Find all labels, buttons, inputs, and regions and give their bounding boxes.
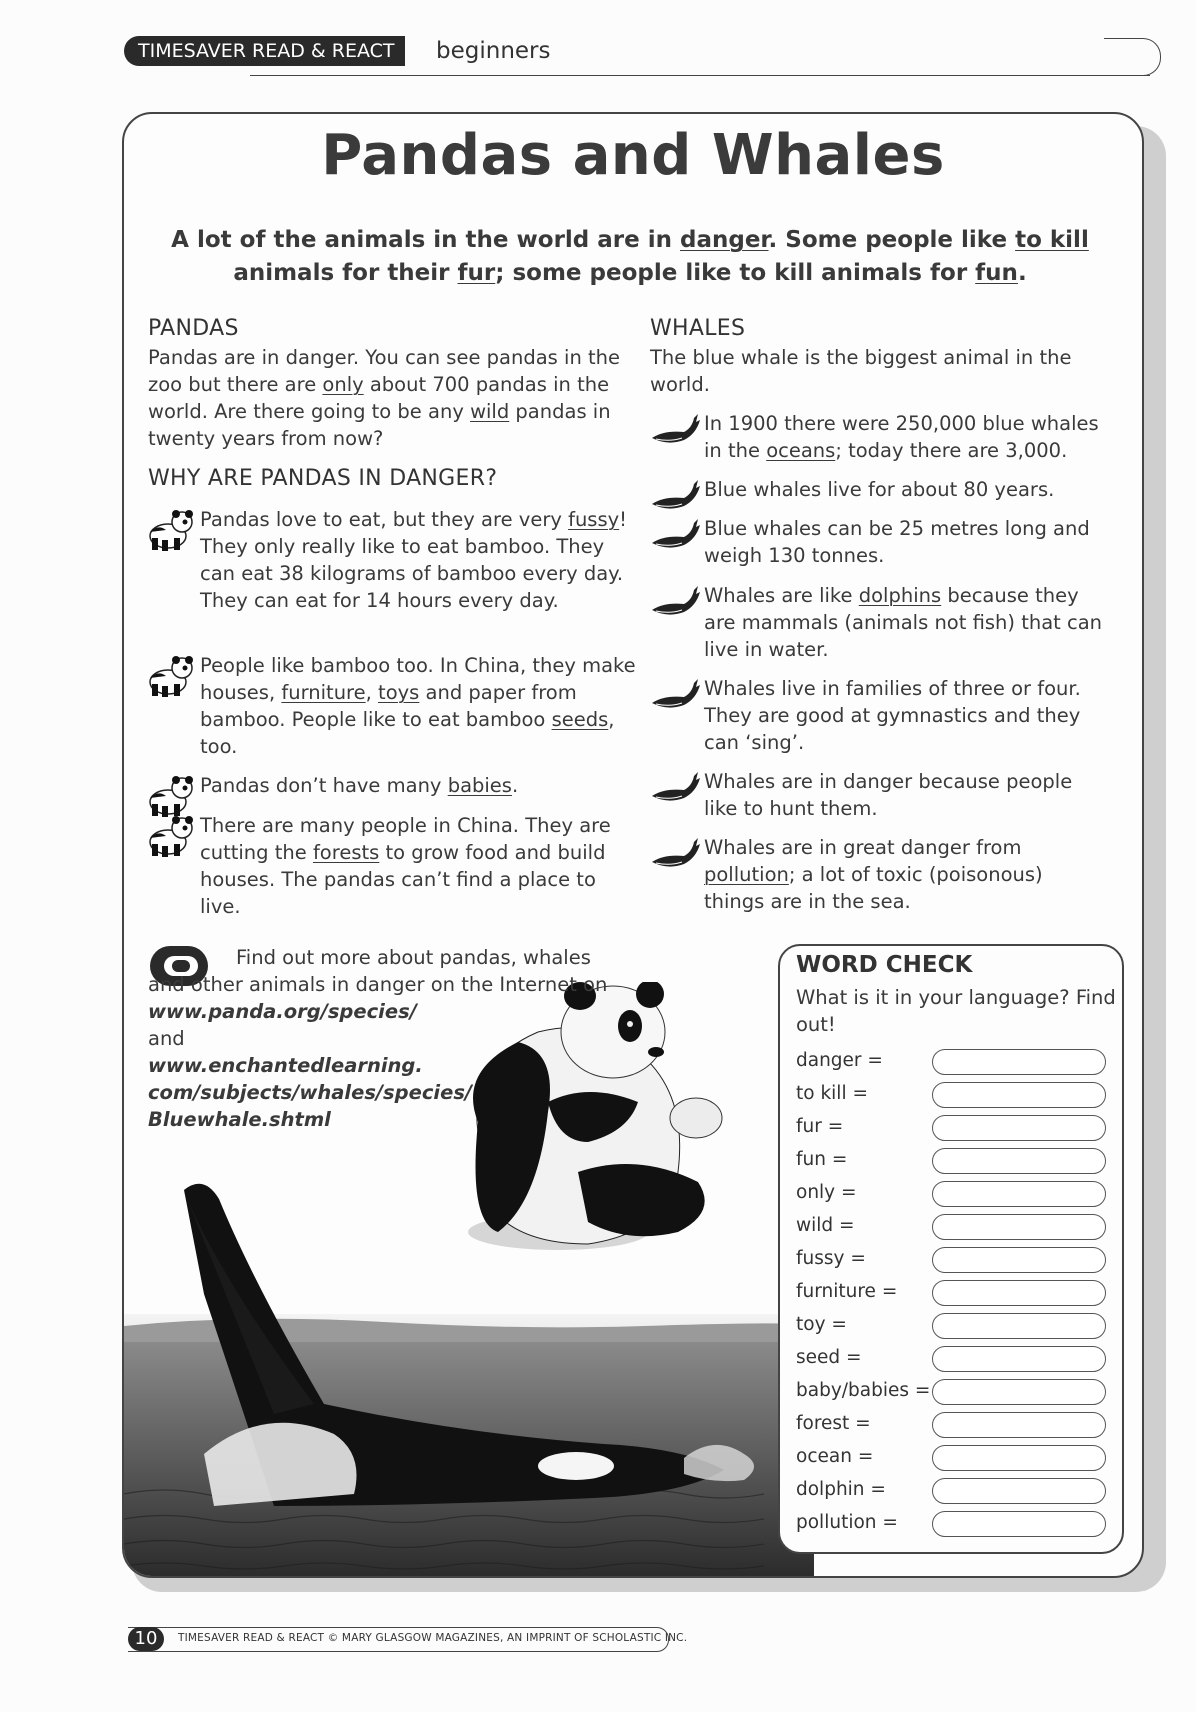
word-row: only = bbox=[796, 1180, 1108, 1208]
word-check-subtitle: What is it in your language? Find out! bbox=[796, 986, 1116, 1036]
series-badge: TIMESAVER READ & REACT bbox=[124, 36, 405, 66]
link-enchanted-3[interactable]: Bluewhale.shtml bbox=[148, 1108, 331, 1131]
answer-field[interactable] bbox=[932, 1049, 1106, 1075]
answer-field[interactable] bbox=[932, 1280, 1106, 1306]
panda-icon bbox=[144, 654, 196, 698]
answer-field[interactable] bbox=[932, 1511, 1106, 1537]
word-row: furniture = bbox=[796, 1279, 1108, 1307]
footer-copyright: TIMESAVER READ & REACT © MARY GLASGOW MAGAZINES, AN IMPRINT OF SCHOLASTIC INC. bbox=[178, 1632, 688, 1644]
word-row: fussy = bbox=[796, 1246, 1108, 1274]
word-row: seed = bbox=[796, 1345, 1108, 1373]
answer-field[interactable] bbox=[932, 1379, 1106, 1405]
word-row: wild = bbox=[796, 1213, 1108, 1241]
whale-icon bbox=[650, 517, 702, 553]
whales-paragraph: The blue whale is the biggest animal in the world. bbox=[650, 346, 1072, 396]
web-intro: Find out more about pandas, whales and other animals in danger on the Internet on bbox=[148, 946, 608, 996]
word-row: ocean = bbox=[796, 1444, 1108, 1472]
answer-field[interactable] bbox=[932, 1082, 1106, 1108]
vocab-word: danger bbox=[680, 227, 769, 253]
answer-field[interactable] bbox=[932, 1346, 1106, 1372]
series-level: beginners bbox=[436, 38, 551, 64]
pandas-paragraph: Pandas are in danger. You can see pandas in the zoo but there are only about 700 pandas in the world. Are there going to be any wild pandas in twenty years from now? bbox=[148, 346, 621, 450]
pandas-subheading: WHY ARE PANDAS IN DANGER? bbox=[148, 466, 498, 491]
web-links bbox=[148, 944, 618, 1133]
panda-icon bbox=[144, 814, 196, 858]
panda-icon bbox=[144, 508, 196, 552]
word-check-title: WORD CHECK bbox=[796, 952, 973, 978]
header-curl bbox=[1104, 38, 1161, 76]
whales-heading: WHALES bbox=[650, 316, 746, 341]
answer-field[interactable] bbox=[932, 1247, 1106, 1273]
whale-icon bbox=[650, 677, 702, 713]
word-row: fur = bbox=[796, 1114, 1108, 1142]
link-enchanted-2[interactable]: com/subjects/whales/species/ bbox=[148, 1081, 473, 1104]
answer-field[interactable] bbox=[932, 1313, 1106, 1339]
link-panda[interactable]: www.panda.org/species/ bbox=[148, 1000, 417, 1023]
word-row: fun = bbox=[796, 1147, 1108, 1175]
whale-icon bbox=[650, 836, 702, 872]
panda-icon bbox=[144, 774, 196, 818]
link-enchanted-1[interactable]: www.enchantedlearning. bbox=[148, 1054, 423, 1077]
vocab-word: fur bbox=[457, 260, 496, 286]
word-row: danger = bbox=[796, 1048, 1108, 1076]
vocab-word: to kill bbox=[1015, 227, 1089, 253]
word-row: forest = bbox=[796, 1411, 1108, 1439]
page-title: Pandas and Whales bbox=[321, 123, 945, 188]
whale-icon bbox=[650, 770, 702, 806]
word-row: baby/babies = bbox=[796, 1378, 1108, 1406]
page-number: 10 bbox=[128, 1627, 164, 1651]
intro-text: A lot of the animals in the world are in danger. Some people like to kill animals for their fur; some people like to kill animals for fun. bbox=[171, 227, 1089, 286]
answer-field[interactable] bbox=[932, 1148, 1106, 1174]
whale-icon bbox=[650, 412, 702, 448]
word-row: to kill = bbox=[796, 1081, 1108, 1109]
answer-field[interactable] bbox=[932, 1214, 1106, 1240]
header-rule bbox=[250, 75, 1150, 76]
pandas-heading: PANDAS bbox=[148, 316, 239, 341]
word-row: dolphin = bbox=[796, 1477, 1108, 1505]
word-row: toy = bbox=[796, 1312, 1108, 1340]
answer-field[interactable] bbox=[932, 1445, 1106, 1471]
vocab-word: fun bbox=[975, 260, 1018, 286]
word-row: pollution = bbox=[796, 1510, 1108, 1538]
web-and: and bbox=[148, 1027, 185, 1050]
whale-icon bbox=[650, 478, 702, 514]
answer-field[interactable] bbox=[932, 1478, 1106, 1504]
answer-field[interactable] bbox=[932, 1115, 1106, 1141]
answer-field[interactable] bbox=[932, 1412, 1106, 1438]
whale-icon bbox=[650, 584, 702, 620]
answer-field[interactable] bbox=[932, 1181, 1106, 1207]
